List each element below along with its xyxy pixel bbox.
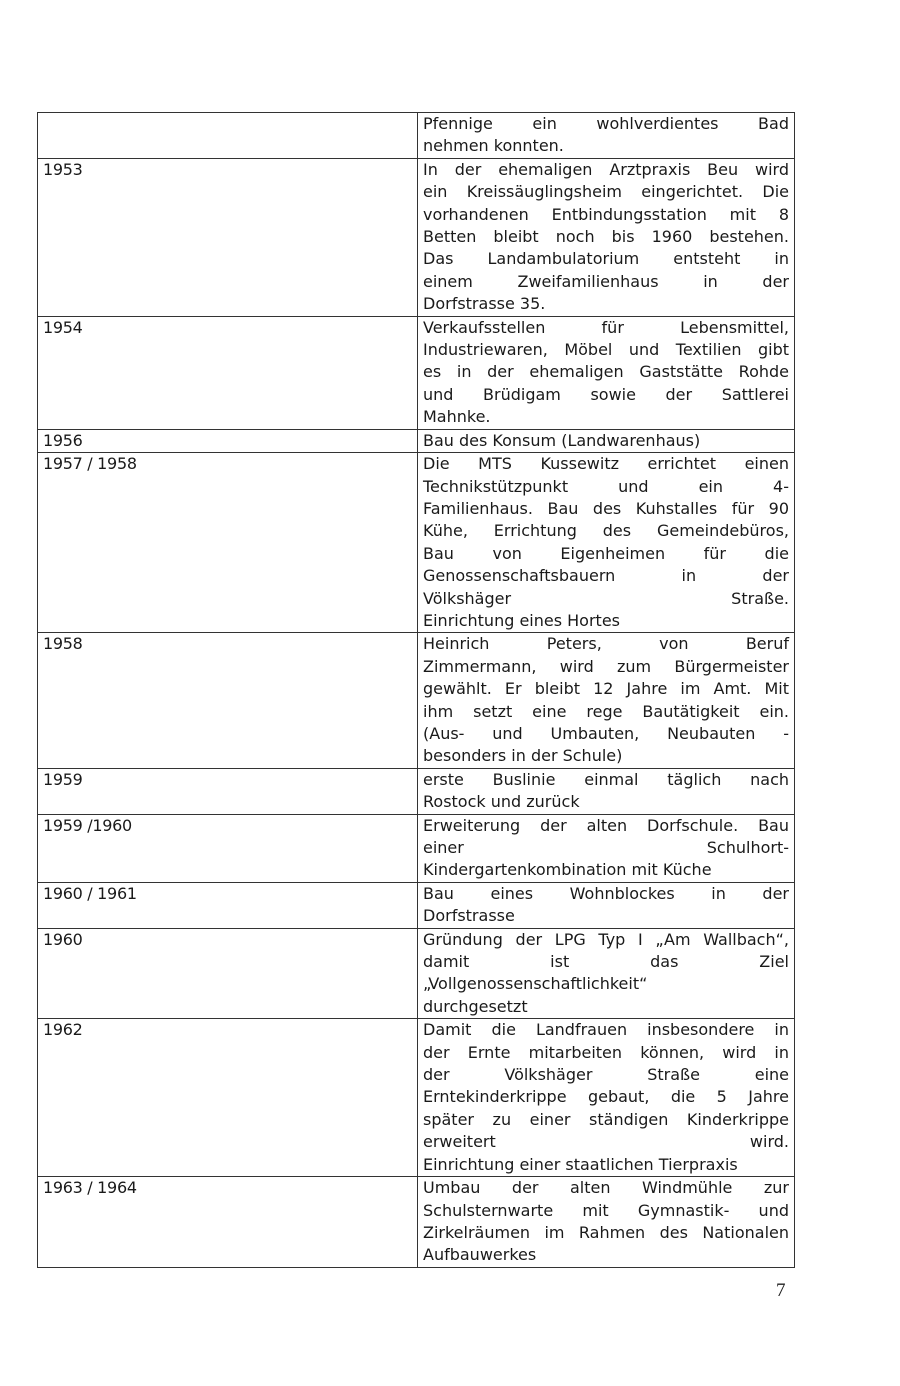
event-text-line: Pfennige ein wohlverdientes Bad (423, 114, 789, 133)
table-row (38, 882, 795, 928)
table-row (38, 429, 795, 452)
event-text-line: damit ist das Ziel (423, 952, 789, 972)
table-row (38, 453, 795, 633)
event-text-line: Verkaufsstellen für Lebensmittel, (423, 317, 789, 337)
year-cell: 1958 (38, 633, 418, 768)
event-cell (418, 316, 795, 429)
event-cell (418, 1019, 795, 1177)
chronicle-table (37, 112, 795, 1268)
event-text-line: ein Kreissäuglingsheim eingerichtet. Die (423, 182, 789, 202)
year-cell: 1956 (38, 429, 418, 452)
page-number: 7 (776, 1280, 786, 1301)
event-text-line: Zirkelräumen im Rahmen des Nationalen (423, 1222, 789, 1242)
year-cell: 1953 (38, 158, 418, 316)
event-text-line: Dorfstrasse (423, 906, 515, 926)
year-cell: 1963 / 1964 (38, 1177, 418, 1268)
event-text-line: Familienhaus. Bau des Kuhstalles für 90 (423, 498, 789, 518)
event-text-line: Dorfstrasse 35. (423, 294, 546, 314)
event-cell (418, 814, 795, 882)
event-cell (418, 113, 795, 159)
event-text-line: Aufbauwerkes (423, 1245, 537, 1265)
chronicle-table-body (38, 113, 795, 1268)
event-text-line: (Aus- und Umbauten, Neubauten - (423, 723, 789, 743)
event-text-line: der Völkshäger Straße eine (423, 1065, 789, 1085)
table-row (38, 1019, 795, 1177)
event-text-line: Gründung der LPG Typ I „Am Wallbach“, (423, 929, 789, 949)
event-text-line: Bau von Eigenheimen für die (423, 543, 789, 563)
event-text-line: nehmen konnten. (423, 136, 564, 156)
table-row (38, 633, 795, 768)
event-text-line: Schulsternwarte mit Gymnastik- und (423, 1200, 789, 1220)
event-cell (418, 453, 795, 633)
table-row (38, 768, 795, 814)
year-cell (38, 113, 418, 159)
event-text-line: Damit die Landfrauen insbesondere in (423, 1020, 789, 1040)
event-text-line: Völkshäger Straße. (423, 588, 789, 608)
event-text-line: Erweiterung der alten Dorfschule. Bau (423, 815, 789, 835)
event-text-line: Kühe, Errichtung des Gemeindebüros, (423, 521, 789, 541)
event-text-line: Industriewaren, Möbel und Textilien gibt (423, 340, 789, 360)
table-row (38, 814, 795, 882)
event-text-line: ihm setzt eine rege Bautätigkeit ein. (423, 701, 789, 721)
year-cell: 1962 (38, 1019, 418, 1177)
year-cell: 1960 / 1961 (38, 882, 418, 928)
table-row (38, 158, 795, 316)
event-text-line: „Vollgenossenschaftlichkeit“ (423, 974, 648, 994)
event-text-line: Bau des Konsum (Landwarenhaus) (423, 430, 701, 450)
event-text-line: Mahnke. (423, 407, 491, 427)
event-text-line: Technikstützpunkt und ein 4- (423, 476, 789, 496)
table-row (38, 113, 795, 159)
event-text-line: Das Landambulatorium entsteht in (423, 249, 789, 269)
event-cell (418, 768, 795, 814)
year-cell: 1954 (38, 316, 418, 429)
event-text-line: vorhandenen Entbindungsstation mit 8 (423, 204, 789, 224)
event-text-line: Betten bleibt noch bis 1960 bestehen. (423, 227, 789, 247)
event-cell (418, 633, 795, 768)
event-text-line: Rostock und zurück (423, 792, 580, 812)
event-text-line: einer Schulhort- (423, 838, 789, 857)
event-cell (418, 882, 795, 928)
event-cell (418, 429, 795, 452)
event-cell (418, 158, 795, 316)
event-text-line: durchgesetzt (423, 996, 528, 1016)
event-text-line: Genossenschaftsbauern in der (423, 566, 789, 586)
year-cell: 1959 (38, 768, 418, 814)
table-row (38, 316, 795, 429)
event-text-line: Zimmermann, wird zum Bürgermeister (423, 656, 789, 676)
event-text-line: erweitert wird. (423, 1132, 789, 1152)
event-text-line: besonders in der Schule) (423, 746, 623, 766)
event-text-line: Kindergartenkombination mit Küche (423, 860, 712, 880)
event-cell (418, 928, 795, 1019)
event-text-line: und Brüdigam sowie der Sattlerei (423, 384, 789, 404)
event-text-line: Erntekinderkrippe gebaut, die 5 Jahre (423, 1087, 789, 1107)
event-text-line: es in der ehemaligen Gaststätte Rohde (423, 362, 789, 382)
year-cell: 1959 /1960 (38, 814, 418, 882)
event-text-line: Die MTS Kussewitz errichtet einen (423, 454, 789, 474)
event-text-line: Einrichtung einer staatlichen Tierpraxis (423, 1154, 738, 1174)
year-cell: 1957 / 1958 (38, 453, 418, 633)
event-text-line: Umbau der alten Windmühle zur (423, 1178, 789, 1198)
event-text-line: Bau eines Wohnblockes in der (423, 883, 789, 903)
table-row (38, 1177, 795, 1268)
event-text-line: der Ernte mitarbeiten können, wird in (423, 1042, 789, 1062)
event-text-line: In der ehemaligen Arztpraxis Beu wird (423, 159, 789, 179)
table-row (38, 928, 795, 1019)
event-text-line: gewählt. Er bleibt 12 Jahre im Amt. Mit (423, 679, 789, 699)
event-text-line: später zu einer ständigen Kinderkrippe (423, 1109, 789, 1129)
event-cell (418, 1177, 795, 1268)
event-text-line: Einrichtung eines Hortes (423, 610, 620, 630)
event-text-line: einem Zweifamilienhaus in der (423, 271, 789, 291)
year-cell: 1960 (38, 928, 418, 1019)
event-text-line: erste Buslinie einmal täglich nach (423, 769, 789, 789)
event-text-line: Heinrich Peters, von Beruf (423, 634, 789, 654)
